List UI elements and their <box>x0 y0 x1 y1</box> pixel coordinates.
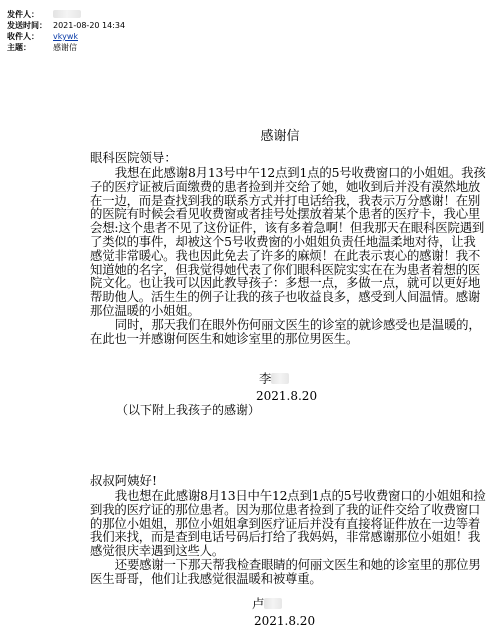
sender-label: 发件人： <box>7 10 39 19</box>
letter2-date: 2021.8.20 <box>254 614 316 628</box>
recipient-row <box>7 31 487 42</box>
letter2-signature-name: 卢 <box>252 596 265 611</box>
subject-value: 感谢信 <box>53 43 77 52</box>
letter1-signature <box>259 372 289 386</box>
redacted-signature <box>271 373 289 384</box>
letter2-signature <box>252 597 282 611</box>
sent-time-value: 2021-08-20 14:34 <box>53 21 126 30</box>
letter2-salutation: 叔叔阿姨好! <box>90 473 157 488</box>
letter1-paragraph-1: 我想在此感谢8月13号中午12点到1点的5号收费窗口的小姐姐。我孩子的医疗证被后面缴费的患者捡到并交给了她，她收到后并没有漠然地放在一边，而是查找到我的联系方式并打电话给我，我表示万分感谢！在别的医院有时候会看见收费窗或者挂号处摆放着某个患者的医疗卡，我心里会想:这个患者不见了这份证件，该有多着急啊！但我那天在眼科医院遇到了类似的事件，却被这个5号收费窗的小姐姐负责任地温柔地对待，让我感觉非常暖心。我也因此免去了许多的麻烦！在此表示衷心的感谢！我不知道她的名字，但我觉得她代表了你们眼科医院实实在在为患者着想的医院文化。也让我可以因此教导孩子：多想一点，多做一点，就可以更好地帮助他人。活生生的例子让我的孩子也收益良多，感受到人间温情。感谢那位温暖的小姐姐。 <box>90 165 486 318</box>
letter1-paragraph-2: 同时，那天我们在眼外伤何丽文医生的诊室的就诊感受也是温暖的，在此也一并感谢何医生和她诊室里的那位男医生。 <box>90 316 481 346</box>
subject-row <box>7 42 487 53</box>
letter2-paragraph-1: 我也想在此感谢8月13日中午12点到1点的5号收费窗口的小姐姐和捡到我的医疗证的那位患者。因为那位患者捡到了我的证件交给了收费窗口的那位小姐姐，那位小姐姐拿到医疗证后并没有直接将证件放在一边等着我们来找，而是查到电话号码后打给了我妈妈，非常感谢那位小姐姐！我感觉很庆幸遇到这些人。 <box>90 488 486 559</box>
letter1-signature-name: 李 <box>259 371 272 386</box>
recipient-label: 收件人： <box>7 32 39 41</box>
sent-time-label: 发送时间： <box>7 21 47 30</box>
letter1-salutation: 眼科医院领导： <box>90 150 177 165</box>
email-header <box>7 9 487 53</box>
recipient-link[interactable]: vkywk <box>53 32 78 41</box>
subject-label: 主题： <box>7 43 31 52</box>
letter1-body <box>90 166 486 345</box>
letter-title: 感谢信 <box>260 129 300 144</box>
sent-time-row <box>7 20 487 31</box>
letter1-date: 2021.8.20 <box>256 389 318 403</box>
redacted-sender <box>53 10 81 18</box>
sender-value <box>53 9 487 20</box>
sender-row <box>7 9 487 20</box>
letter2-paragraph-2: 还要感谢一下那天帮我检查眼睛的何丽文医生和她的诊室里的那位男医生哥哥，他们让我感觉很温暖和被尊重。 <box>90 556 481 586</box>
redacted-signature-2 <box>264 598 282 609</box>
letter2-body <box>90 489 486 586</box>
attachment-note: （以下附上我孩子的感谢） <box>116 403 261 417</box>
